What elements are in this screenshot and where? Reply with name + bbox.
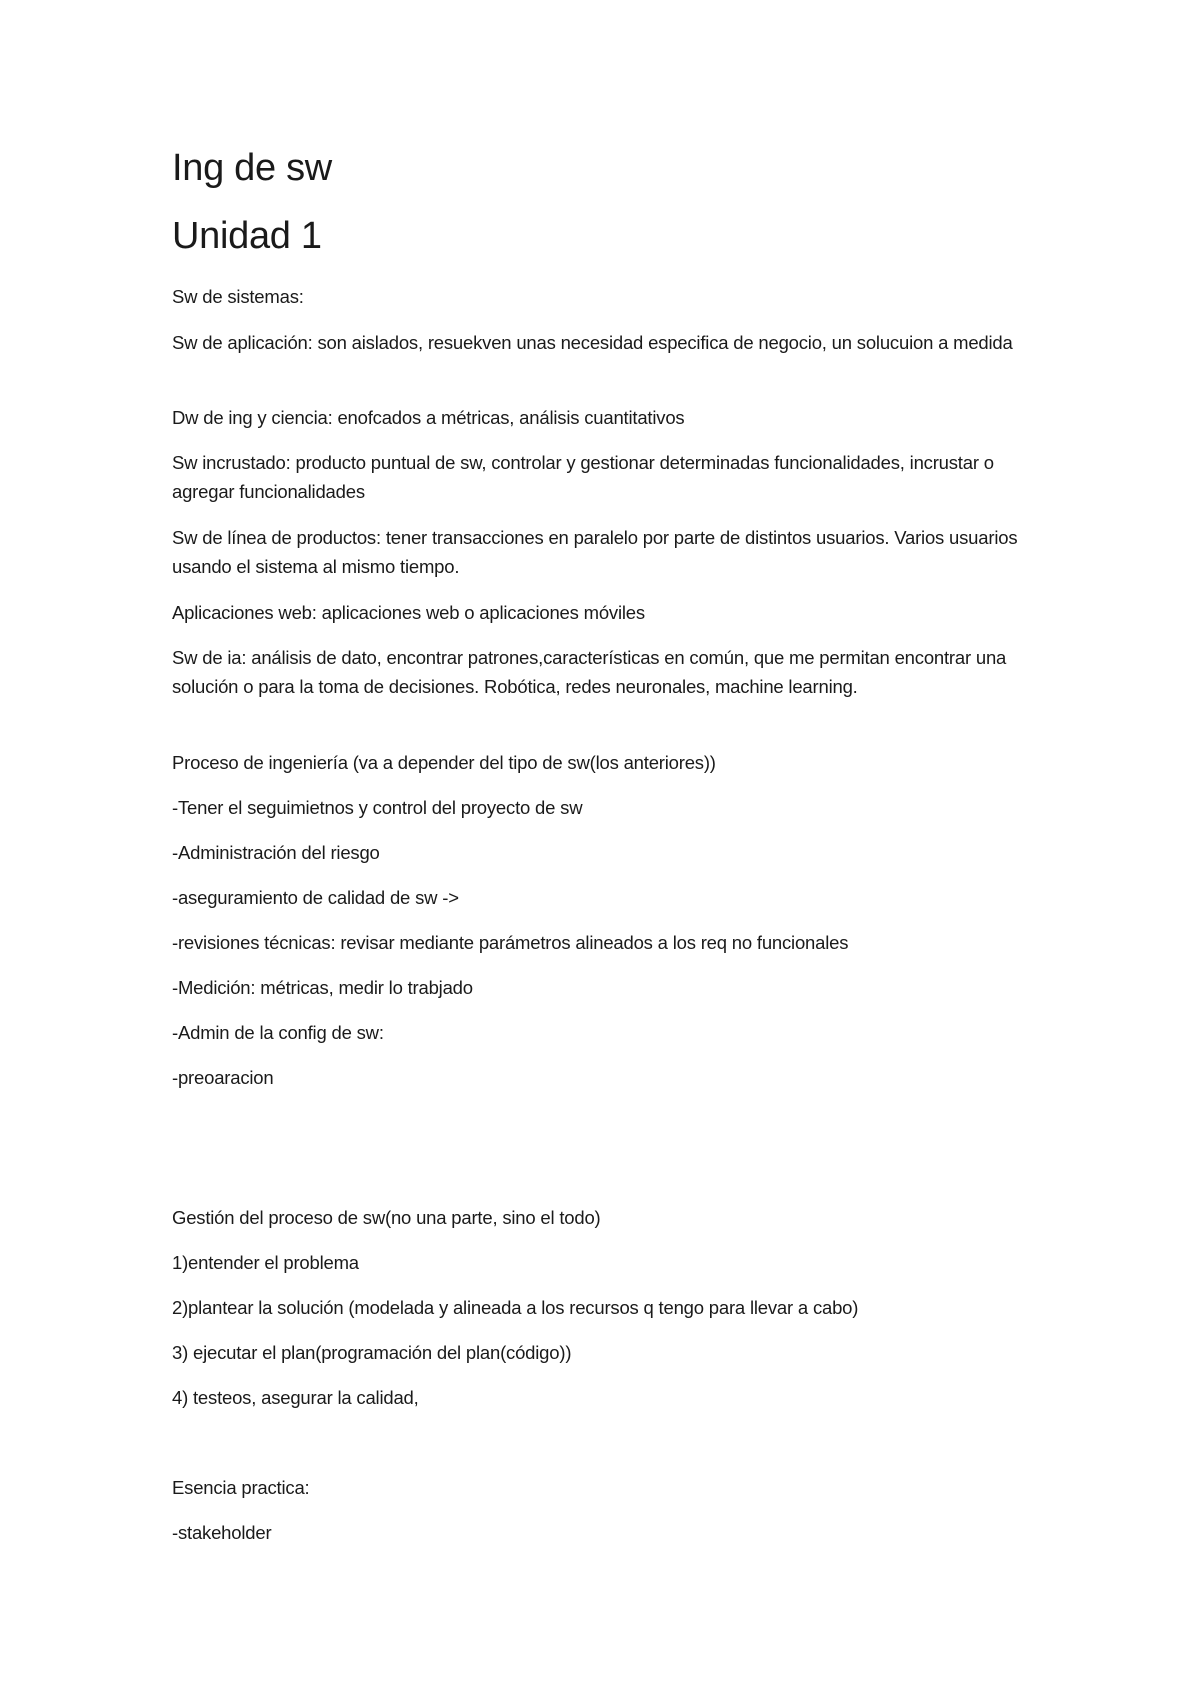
paragraph: Sw de línea de productos: tener transacciones en paralelo por parte de distintos usuarios. Varios usuarios usando el sistema al mismo tiempo. [172,527,1018,577]
paragraph: -revisiones técnicas: revisar mediante parámetros alineados a los req no funcionales [172,932,849,953]
paragraph: Sw de sistemas: [172,286,304,307]
paragraph: -aseguramiento de calidad de sw -> [172,887,459,908]
paragraph: Gestión del proceso de sw(no una parte, sino el todo) [172,1207,601,1228]
paragraph: Esencia practica: [172,1477,310,1498]
document-subtitle: Unidad 1 [172,215,322,257]
paragraph: Proceso de ingeniería (va a depender del tipo de sw(los anteriores)) [172,752,716,773]
paragraph: Sw incrustado: producto puntual de sw, controlar y gestionar determinadas funcionalidades, incrustar o agregar funcionalidades [172,452,994,502]
paragraph: 4) testeos, asegurar la calidad, [172,1387,419,1408]
document-title: Ing de sw [172,147,332,189]
paragraph: -Medición: métricas, medir lo trabjado [172,977,473,998]
paragraph: Dw de ing y ciencia: enofcados a métricas, análisis cuantitativos [172,407,685,428]
paragraph: -Administración del riesgo [172,842,380,863]
paragraph: 3) ejecutar el plan(programación del plan(código)) [172,1342,572,1363]
paragraph: Sw de ia: análisis de dato, encontrar patrones,características en común, que me permitan encontrar una solución o para la toma de decisiones. Robótica, redes neuronales, machine learning. [172,647,1007,697]
paragraph: -stakeholder [172,1522,272,1543]
paragraph: 1)entender el problema [172,1252,359,1273]
paragraph: 2)plantear la solución (modelada y alineada a los recursos q tengo para llevar a cabo) [172,1297,859,1318]
paragraph: -preoaracion [172,1067,274,1088]
paragraph: -Admin de la config de sw: [172,1022,384,1043]
paragraph: -Tener el seguimietnos y control del proyecto de sw [172,797,583,818]
paragraph: Sw de aplicación: son aislados, resuekven unas necesidad especifica de negocio, un solucuion a medida [172,332,1013,353]
paragraph: Aplicaciones web: aplicaciones web o aplicaciones móviles [172,602,645,623]
